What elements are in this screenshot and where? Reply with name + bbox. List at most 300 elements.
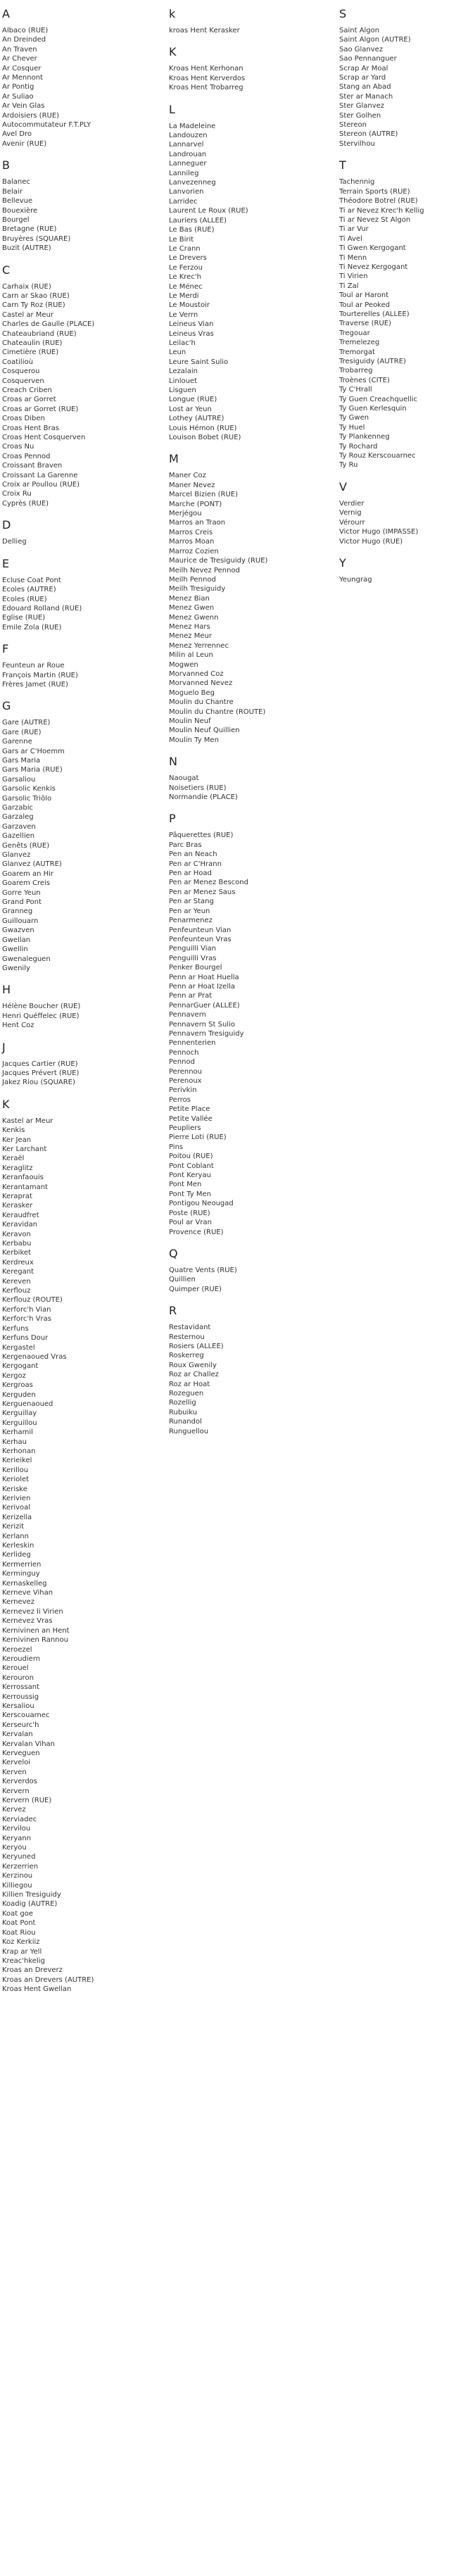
street-link[interactable]: Verdier <box>339 499 365 508</box>
street-link[interactable]: Penn ar Hoat Izella <box>169 982 235 991</box>
street-link[interactable]: Ti Gwen Kergogant <box>339 244 406 253</box>
street-link[interactable]: Ar Mennont <box>2 74 43 82</box>
street-link[interactable]: Grand Pont <box>2 898 42 907</box>
street-link[interactable]: Perros <box>169 1095 191 1104</box>
street-link[interactable]: Pont Coblant <box>169 1162 214 1170</box>
street-link[interactable]: Penn ar Prat <box>169 992 213 1000</box>
street-link[interactable]: Croas Nu <box>2 443 34 451</box>
street-link[interactable]: Ar Pontig <box>2 83 34 92</box>
street-link[interactable]: Perivkin <box>169 1086 197 1095</box>
street-link[interactable]: Lezalain <box>169 367 198 376</box>
street-link[interactable]: Longue (RUE) <box>169 396 217 404</box>
street-link[interactable]: Roz ar Challez <box>169 1371 219 1379</box>
street-link[interactable]: Victor Hugo (IMPASSE) <box>339 528 419 536</box>
street-link[interactable]: Keroudiern <box>2 1654 41 1663</box>
street-link[interactable]: Gwellan <box>2 936 31 944</box>
street-link[interactable]: Ecoles (AUTRE) <box>2 586 56 594</box>
street-link[interactable]: Avel Dro <box>2 130 32 139</box>
street-link[interactable]: Stervilhou <box>339 139 375 148</box>
street-link[interactable]: Croissant La Garenne <box>2 471 78 479</box>
street-link[interactable]: Kervern <box>2 1787 30 1795</box>
street-link[interactable]: Garzaven <box>2 822 36 831</box>
street-link[interactable]: Le Ménec <box>169 282 203 291</box>
street-link[interactable]: Kerguden <box>2 1390 36 1399</box>
street-link[interactable]: Bruyères (SQUARE) <box>2 234 71 243</box>
street-link[interactable]: Toul ar Haront <box>339 291 389 300</box>
street-link[interactable]: Kerseurc'h <box>2 1721 39 1729</box>
street-link[interactable]: Kerouron <box>2 1673 34 1682</box>
street-link[interactable]: Gars Maria <box>2 756 41 765</box>
street-link[interactable]: Ty Guen Creachquellic <box>339 395 418 403</box>
street-link[interactable]: Kerivien <box>2 1495 31 1502</box>
street-link[interactable]: Kerroussig <box>2 1692 39 1701</box>
street-link[interactable]: Croas ar Gorret <box>2 396 56 404</box>
street-link[interactable]: Pennavern Tresiguidy <box>169 1029 244 1038</box>
street-link[interactable]: Koz Kerkiiz <box>2 1938 40 1947</box>
street-link[interactable]: An Traven <box>2 45 37 54</box>
street-link[interactable]: Bretagne (RUE) <box>2 225 57 234</box>
street-link[interactable]: Garsolic Triôlo <box>2 794 52 803</box>
street-link[interactable]: Normandie (PLACE) <box>169 793 238 802</box>
street-link[interactable]: Marche (PONT) <box>169 500 222 508</box>
street-link[interactable]: Croix ar Poullou (RUE) <box>2 481 80 489</box>
street-link[interactable]: Marros Moan <box>169 538 215 546</box>
street-link[interactable]: Pennenterien <box>169 1039 216 1048</box>
street-link[interactable]: Keraudfret <box>2 1211 39 1219</box>
street-link[interactable]: Koat Riou <box>2 1928 36 1937</box>
street-link[interactable]: Pen an Neach <box>169 850 217 859</box>
street-link[interactable]: Belair <box>2 187 23 196</box>
street-link[interactable]: Gwellin <box>2 945 28 954</box>
street-link[interactable]: Parc Bras <box>169 841 202 849</box>
street-link[interactable]: Provence (RUE) <box>169 1228 224 1236</box>
street-link[interactable]: Croas Hent Cosquerven <box>2 434 86 442</box>
street-link[interactable]: Kernevez li Virien <box>2 1607 63 1616</box>
street-link[interactable]: Kerillou <box>2 1466 29 1474</box>
street-link[interactable]: Garsaliou <box>2 775 36 784</box>
street-link[interactable]: Perenoux <box>169 1077 202 1085</box>
street-link[interactable]: Rosiers (ALLEE) <box>169 1342 224 1350</box>
street-link[interactable]: Keravidan <box>2 1221 37 1229</box>
street-link[interactable]: Le Ferzou <box>169 263 203 272</box>
street-link[interactable]: Keraglitz <box>2 1164 33 1172</box>
street-link[interactable]: Kergoz <box>2 1371 26 1380</box>
street-link[interactable]: Kersaliou <box>2 1702 34 1710</box>
street-link[interactable]: Vernig <box>339 509 362 517</box>
street-link[interactable]: Ti Avel <box>339 234 362 243</box>
street-link[interactable]: Keryann <box>2 1834 32 1842</box>
street-link[interactable]: Landrouan <box>169 150 207 158</box>
street-link[interactable]: Avenir (RUE) <box>2 139 47 148</box>
street-link[interactable]: Menez Hars <box>169 622 210 631</box>
street-link[interactable]: Ecoles (RUE) <box>2 595 47 603</box>
street-link[interactable]: Jacques Prévert (RUE) <box>2 1069 80 1077</box>
street-link[interactable]: Scrap Ar Moal <box>339 64 388 73</box>
street-link[interactable]: Kroas Hent Kerverdos <box>169 74 246 82</box>
street-link[interactable]: Kerfuns <box>2 1324 29 1333</box>
street-link[interactable]: Leure Saint Sulio <box>169 358 229 366</box>
street-link[interactable]: Penfeunteun Vian <box>169 926 232 934</box>
street-link[interactable]: Lisguen <box>169 387 196 394</box>
street-link[interactable]: Kergogant <box>2 1362 39 1371</box>
street-link[interactable]: Lauriers (ALLEE) <box>169 216 227 225</box>
street-link[interactable]: Kervez <box>2 1806 26 1814</box>
street-link[interactable]: Kerasker <box>2 1202 33 1210</box>
street-link[interactable]: Tregouar <box>339 329 370 337</box>
street-link[interactable]: Pont Ty Men <box>169 1190 211 1198</box>
street-link[interactable]: Ster Glanvez <box>339 102 385 111</box>
street-link[interactable]: kroas Hent Kerasker <box>169 27 240 34</box>
street-link[interactable]: Kerantamant <box>2 1183 48 1191</box>
street-link[interactable]: Théodore Botrel (RUE) <box>339 197 418 206</box>
street-link[interactable]: Lanvezenneg <box>169 179 216 187</box>
street-link[interactable]: Kerleskin <box>2 1542 34 1550</box>
street-link[interactable]: Sao Glanvez <box>339 45 384 54</box>
street-link[interactable]: Garenne <box>2 738 32 746</box>
street-link[interactable]: Kerforc'h Vian <box>2 1305 51 1314</box>
street-link[interactable]: Runandol <box>169 1418 202 1426</box>
street-link[interactable]: Kerieikel <box>2 1457 32 1465</box>
street-link[interactable]: Pennavern <box>169 1011 206 1019</box>
street-link[interactable]: Gwenily <box>2 964 30 972</box>
street-link[interactable]: Pen ar Yeun <box>169 907 210 915</box>
street-link[interactable]: Cosquerou <box>2 367 40 376</box>
street-link[interactable]: Edouard Rolland (RUE) <box>2 604 82 612</box>
street-link[interactable]: Kerdreux <box>2 1258 34 1267</box>
street-link[interactable]: Moulin du Chantre <box>169 698 234 707</box>
street-link[interactable]: Vérourr <box>339 518 365 527</box>
street-link[interactable]: Resternou <box>169 1333 205 1341</box>
street-link[interactable]: Morvanned Nevez <box>169 679 233 688</box>
street-link[interactable]: Kerflouz (ROUTE) <box>2 1296 63 1305</box>
street-link[interactable]: Gare (RUE) <box>2 728 42 736</box>
street-link[interactable]: Granneg <box>2 907 33 916</box>
street-link[interactable]: Kroas an Drevers (AUTRE) <box>2 1975 94 1984</box>
street-link[interactable]: Hent Coz <box>2 1022 34 1030</box>
street-link[interactable]: Poul ar Vran <box>169 1219 212 1227</box>
street-link[interactable]: Kernivinen Rannou <box>2 1636 68 1645</box>
street-link[interactable]: Autocommutateur F.T.PLY <box>2 121 91 130</box>
street-link[interactable]: Laurent Le Roux (RUE) <box>169 207 248 215</box>
street-link[interactable]: Moulin du Chantre (ROUTE) <box>169 708 266 716</box>
street-link[interactable]: Cyprès (RUE) <box>2 499 49 508</box>
street-link[interactable]: Kerminguy <box>2 1570 40 1578</box>
street-link[interactable]: Kernevez Vras <box>2 1617 53 1626</box>
street-link[interactable]: Runguellou <box>169 1427 209 1435</box>
street-link[interactable]: Ty Huel <box>339 423 365 432</box>
street-link[interactable]: Ti Zal <box>339 282 359 290</box>
street-link[interactable]: Le Verrn <box>169 310 198 319</box>
street-link[interactable]: Keregant <box>2 1268 34 1276</box>
street-link[interactable]: Genêts (RUE) <box>2 841 50 850</box>
street-link[interactable]: Feunteun ar Roue <box>2 662 65 670</box>
street-link[interactable]: Kerrossant <box>2 1683 39 1692</box>
street-link[interactable]: Mogwen <box>169 660 198 669</box>
street-link[interactable]: Kroas Hent Kerhonan <box>169 65 243 73</box>
street-link[interactable]: Kerveguen <box>2 1749 40 1757</box>
street-link[interactable]: Kerivoal <box>2 1504 31 1512</box>
street-link[interactable]: Marros an Traon <box>169 519 226 527</box>
street-link[interactable]: Penguilli Vras <box>169 954 217 962</box>
street-link[interactable]: Ecluse Coat Pont <box>2 576 61 584</box>
street-link[interactable]: Lost ar Yeun <box>169 405 212 413</box>
street-link[interactable]: Buzit (AUTRE) <box>2 244 51 253</box>
street-link[interactable]: Le Drevers <box>169 254 207 263</box>
street-link[interactable]: Gars Maria (RUE) <box>2 766 63 774</box>
street-link[interactable]: Merjégou <box>169 510 202 518</box>
street-link[interactable]: Kerbabu <box>2 1240 32 1248</box>
street-link[interactable]: Rozeguen <box>169 1389 204 1397</box>
street-link[interactable]: Hélène Boucher (RUE) <box>2 1003 81 1011</box>
street-link[interactable]: Kerhonan <box>2 1447 36 1455</box>
street-link[interactable]: Dellieg <box>2 538 27 546</box>
street-link[interactable]: Kerflouz <box>2 1287 31 1295</box>
street-link[interactable]: Stang an Abad <box>339 83 391 92</box>
street-link[interactable]: Ty Rochard <box>339 442 378 451</box>
street-link[interactable]: François Martin (RUE) <box>2 671 78 679</box>
street-link[interactable]: Croix Ru <box>2 490 32 498</box>
street-link[interactable]: Koadig (AUTRE) <box>2 1900 58 1909</box>
street-link[interactable]: Lanvorien <box>169 188 204 196</box>
street-link[interactable]: Pennoch <box>169 1048 199 1057</box>
street-link[interactable]: Leineus Vras <box>169 329 214 338</box>
street-link[interactable]: Keryou <box>2 1844 27 1852</box>
street-link[interactable]: Ti ar Nevez St Algon <box>339 215 411 224</box>
street-link[interactable]: Goarem an Hir <box>2 869 54 878</box>
street-link[interactable]: Pen ar C'Hrann <box>169 860 222 868</box>
street-link[interactable]: Toul ar Peoked <box>339 301 391 309</box>
street-link[interactable]: Pen ar Hoad <box>169 869 212 878</box>
street-link[interactable]: Ar Chever <box>2 55 37 63</box>
street-link[interactable]: Le Bas (RUE) <box>169 226 215 234</box>
street-link[interactable]: Pâquerettes (RUE) <box>169 831 234 840</box>
street-link[interactable]: Le Birit <box>169 235 194 244</box>
street-link[interactable]: Kerzerrien <box>2 1862 39 1871</box>
street-link[interactable]: Penguilli Vian <box>169 945 217 953</box>
street-link[interactable]: Gorre Yeun <box>2 888 41 897</box>
street-link[interactable]: Pen ar Stang <box>169 898 214 906</box>
street-link[interactable]: Kerlideg <box>2 1551 31 1559</box>
street-link[interactable]: Troènes (CITE) <box>339 376 390 384</box>
street-link[interactable]: Kerscouarnec <box>2 1711 50 1720</box>
street-link[interactable]: Ar Cosquer <box>2 64 42 73</box>
street-link[interactable]: Petite Vallée <box>169 1114 213 1123</box>
street-link[interactable]: Milin al Leun <box>169 651 213 660</box>
street-link[interactable]: Krap ar Yell <box>2 1947 42 1956</box>
street-link[interactable]: Kervalan <box>2 1730 33 1739</box>
street-link[interactable]: Gwenaleguen <box>2 955 51 963</box>
street-link[interactable]: Landouzen <box>169 132 208 140</box>
street-link[interactable]: Gazellien <box>2 832 35 841</box>
street-link[interactable]: Saint Algon <box>339 27 380 34</box>
street-link[interactable]: Tremorgat <box>339 348 375 356</box>
street-link[interactable]: Kreac'hkelig <box>2 1956 45 1965</box>
street-link[interactable]: Kerveloi <box>2 1759 31 1767</box>
street-link[interactable]: Pennod <box>169 1058 195 1067</box>
street-link[interactable]: Penker Bourgel <box>169 964 222 972</box>
street-link[interactable]: Chateaubriand (RUE) <box>2 329 77 338</box>
street-link[interactable]: Keravon <box>2 1230 31 1238</box>
street-link[interactable]: Louis Hémon (RUE) <box>169 424 237 432</box>
street-link[interactable]: Ker Larchant <box>2 1145 47 1153</box>
street-link[interactable]: Kerizella <box>2 1513 32 1521</box>
street-link[interactable]: Kerizit <box>2 1523 25 1531</box>
street-link[interactable]: Croas Diben <box>2 415 45 423</box>
street-link[interactable]: Ty C'Hrall <box>339 386 372 394</box>
street-link[interactable]: Jacques Cartier (RUE) <box>2 1060 78 1068</box>
street-link[interactable]: Kerforc'h Vras <box>2 1315 51 1324</box>
street-link[interactable]: Victor Hugo (RUE) <box>339 537 403 546</box>
street-link[interactable]: Kernivinen an Hent <box>2 1626 70 1635</box>
street-link[interactable]: Carhaix (RUE) <box>2 282 51 291</box>
street-link[interactable]: Roz ar Hoat <box>169 1380 210 1388</box>
street-link[interactable]: Meilh Pennod <box>169 575 216 584</box>
street-link[interactable]: Kermerrien <box>2 1560 42 1569</box>
street-link[interactable]: Pen ar Menez Bescond <box>169 879 248 887</box>
street-link[interactable]: Linlouet <box>169 377 197 385</box>
street-link[interactable]: Scrap ar Yard <box>339 74 386 82</box>
street-link[interactable]: Killiegou <box>2 1881 32 1890</box>
street-link[interactable]: Ty Plankenneg <box>339 433 390 441</box>
street-link[interactable]: Perennou <box>169 1067 203 1076</box>
street-link[interactable]: Kerguillou <box>2 1419 37 1427</box>
street-link[interactable]: Albaco (RUE) <box>2 27 49 34</box>
street-link[interactable]: Quimper (RUE) <box>169 1285 222 1293</box>
street-link[interactable]: Cimetière (RUE) <box>2 348 59 357</box>
street-link[interactable]: Rozellig <box>169 1399 196 1407</box>
street-link[interactable]: Koat Pont <box>2 1919 36 1928</box>
street-link[interactable]: Kerbiket <box>2 1249 31 1257</box>
street-link[interactable]: Penfeunteun Vras <box>169 935 232 943</box>
street-link[interactable]: Carn Ty Roz (RUE) <box>2 301 65 310</box>
street-link[interactable]: Ar Suliao <box>2 92 34 101</box>
street-link[interactable]: Ardoisiers (RUE) <box>2 111 60 120</box>
street-link[interactable]: Pierre Loti (RUE) <box>169 1133 227 1142</box>
street-link[interactable]: Killien Tresiguidy <box>2 1891 61 1899</box>
street-link[interactable]: Maner Coz <box>169 472 206 480</box>
street-link[interactable]: Ster Golhen <box>339 111 381 120</box>
street-link[interactable]: Ker Jean <box>2 1136 32 1144</box>
street-link[interactable]: Poste (RUE) <box>169 1209 210 1217</box>
street-link[interactable]: Kerverdos <box>2 1778 38 1786</box>
street-link[interactable]: Le Crann <box>169 244 201 253</box>
street-link[interactable]: Le Krec'h <box>169 273 201 282</box>
street-link[interactable]: Ti ar Vur <box>339 225 369 234</box>
street-link[interactable]: Ty Rouz Kerscouarnec <box>339 452 416 460</box>
street-link[interactable]: Meilh Nevez Pennod <box>169 566 240 574</box>
street-link[interactable]: Kervalan Vihan <box>2 1740 55 1748</box>
street-link[interactable]: Tremelezeg <box>339 339 380 347</box>
street-link[interactable]: Pontigou Neougad <box>169 1200 234 1208</box>
street-link[interactable]: Charles de Gaulle (PLACE) <box>2 320 95 329</box>
street-link[interactable]: Leun <box>169 348 186 357</box>
street-link[interactable]: Keroezel <box>2 1645 32 1654</box>
street-link[interactable]: Terrain Sports (RUE) <box>339 187 410 196</box>
street-link[interactable]: Kastel ar Meur <box>2 1117 53 1125</box>
street-link[interactable]: Noisetiers (RUE) <box>169 784 227 792</box>
street-link[interactable]: Carn ar Skao (RUE) <box>2 291 70 300</box>
street-link[interactable]: Tachennig <box>339 178 375 187</box>
street-link[interactable]: Ty Ru <box>339 461 358 470</box>
street-link[interactable]: Rubuiku <box>169 1408 198 1416</box>
street-link[interactable]: Chateaulin (RUE) <box>2 339 63 347</box>
street-link[interactable]: Kerneve Vihan <box>2 1589 53 1597</box>
street-link[interactable]: Kenkis <box>2 1126 25 1135</box>
street-link[interactable]: Croas Pennod <box>2 452 51 460</box>
street-link[interactable]: Kernevez <box>2 1598 34 1607</box>
street-link[interactable]: Penn ar Hoat Huella <box>169 973 239 981</box>
street-link[interactable]: Marcel Bizien (RUE) <box>169 491 238 499</box>
street-link[interactable]: Gwazven <box>2 926 34 935</box>
street-link[interactable]: Stereon <box>339 121 367 130</box>
street-link[interactable]: Quatre Vents (RUE) <box>169 1266 237 1274</box>
street-link[interactable]: Tourterelles (ALLEE) <box>339 310 410 318</box>
street-link[interactable]: Kerhamil <box>2 1428 33 1437</box>
street-link[interactable]: Keryuned <box>2 1853 36 1861</box>
street-link[interactable]: Leineus Vian <box>169 320 214 329</box>
street-link[interactable]: Peupliers <box>169 1124 201 1133</box>
street-link[interactable]: Creach Criben <box>2 387 52 394</box>
street-link[interactable]: Croas ar Gorret (RUE) <box>2 405 79 413</box>
street-link[interactable]: Poitou (RUE) <box>169 1152 213 1161</box>
street-link[interactable]: Sao Pennanguer <box>339 55 397 63</box>
street-link[interactable]: Maner Nevez <box>169 481 215 489</box>
street-link[interactable]: Keriske <box>2 1485 27 1493</box>
street-link[interactable]: Kerven <box>2 1768 27 1776</box>
street-link[interactable]: Garzaleg <box>2 813 34 822</box>
street-link[interactable]: Tresiguidy (AUTRE) <box>339 358 406 365</box>
street-link[interactable]: Kerouel <box>2 1664 29 1673</box>
street-link[interactable]: Ti ar Nevez Krec'h Kellig <box>339 206 424 215</box>
street-link[interactable]: Restavidant <box>169 1324 211 1332</box>
street-link[interactable]: Lanneguer <box>169 160 207 168</box>
street-link[interactable]: Kergroas <box>2 1381 33 1390</box>
street-link[interactable]: Larridec <box>169 197 198 206</box>
street-link[interactable]: Glanvez <box>2 851 31 860</box>
street-link[interactable]: Kerlann <box>2 1532 29 1540</box>
street-link[interactable]: Moulin Ty Men <box>169 736 219 744</box>
street-link[interactable]: Louison Bobet (RUE) <box>169 434 241 442</box>
street-link[interactable]: Coatilioù <box>2 358 33 366</box>
street-link[interactable]: Pins <box>169 1143 184 1151</box>
street-link[interactable]: Kroas Hent Trobarreg <box>169 84 243 92</box>
street-link[interactable]: Glanvez (AUTRE) <box>2 860 62 869</box>
street-link[interactable]: Lannileg <box>169 169 199 177</box>
street-link[interactable]: Lothey (AUTRE) <box>169 415 224 423</box>
street-link[interactable]: Croas Hent Bras <box>2 424 59 432</box>
street-link[interactable]: Kerhau <box>2 1438 27 1446</box>
street-link[interactable]: Kerguenaoued <box>2 1400 53 1408</box>
street-link[interactable]: Garsolic Kenkis <box>2 785 56 793</box>
street-link[interactable]: Kroas an Dreverz <box>2 1966 63 1975</box>
street-link[interactable]: Kernaskelleg <box>2 1579 47 1588</box>
street-link[interactable]: Emile Zola (RUE) <box>2 623 62 632</box>
street-link[interactable]: Ty Guen Kerlesquin <box>339 405 407 413</box>
street-link[interactable]: Pen ar Menez Saus <box>169 888 236 896</box>
street-link[interactable]: Moguelo Beg <box>169 689 215 697</box>
street-link[interactable]: Lannarvel <box>169 141 204 149</box>
street-link[interactable]: Balanec <box>2 178 30 187</box>
street-link[interactable]: Marros Creis <box>169 528 213 536</box>
street-link[interactable]: Pont Men <box>169 1181 202 1189</box>
street-link[interactable]: Bellevue <box>2 197 33 206</box>
street-link[interactable]: Jakez Riou (SQUARE) <box>2 1079 75 1087</box>
street-link[interactable]: Castel ar Meur <box>2 310 53 319</box>
street-link[interactable]: Garzabic <box>2 804 33 812</box>
street-link[interactable]: Guillouarn <box>2 917 39 925</box>
street-link[interactable]: Petite Place <box>169 1105 210 1114</box>
street-link[interactable]: Morvanned Coz <box>169 670 224 678</box>
